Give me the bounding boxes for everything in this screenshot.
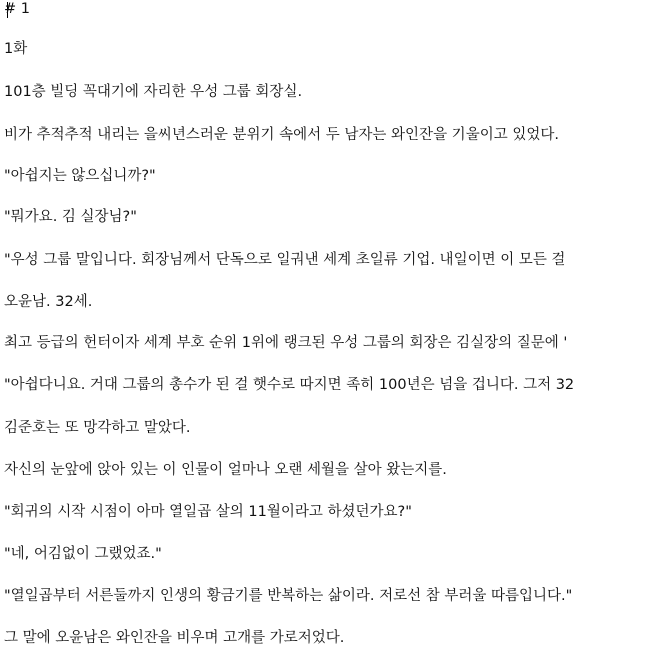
document-line: 비가 추적추적 내리는 을씨년스러운 분위기 속에서 두 남자는 와인잔을 기울이고 있었다.	[4, 127, 559, 143]
document-line: "아쉽다니요. 거대 그룹의 총수가 된 걸 햇수로 따지면 족히 100년은 넘을 겁니다. 그저 32	[4, 377, 575, 393]
document-line: 자신의 눈앞에 앉아 있는 이 인물이 얼마나 오랜 세월을 살아 왔는지를.	[4, 462, 447, 478]
document-line: "회귀의 시작 시점이 아마 열일곱 살의 11월이라고 하셨던가요?"	[4, 504, 412, 520]
document-line: 최고 등급의 헌터이자 세계 부호 순위 1위에 랭크된 우성 그룹의 회장은 김실장의 질문에 '	[4, 335, 568, 351]
document-line: "뭐가요. 김 실장님?"	[4, 209, 137, 225]
document-line: 김준호는 또 망각하고 말았다.	[4, 420, 191, 436]
document-line: "열일곱부터 서른둘까지 인생의 황금기를 반복하는 삶이라. 저로선 참 부러울 따름입니다."	[4, 588, 573, 604]
document-line: 101층 빌딩 꼭대기에 자리한 우성 그룹 회장실.	[4, 84, 303, 100]
document-line: "우성 그룹 말입니다. 회장님께서 단독으로 일궈낸 세계 초일류 기업. 내일이면 이 모든 걸	[4, 252, 566, 268]
document-line: 오윤남. 32세.	[4, 294, 93, 310]
document-body[interactable]	[4, 0, 654, 650]
document-line: "네, 어김없이 그랬었죠."	[4, 546, 162, 562]
document-line: 그 말에 오윤남은 와인잔을 비우며 고개를 가로저었다.	[4, 630, 345, 646]
document-line: "아쉽지는 않으십니까?"	[4, 168, 156, 184]
document-line: # 1	[4, 1, 30, 17]
document-line: 1화	[4, 41, 28, 57]
